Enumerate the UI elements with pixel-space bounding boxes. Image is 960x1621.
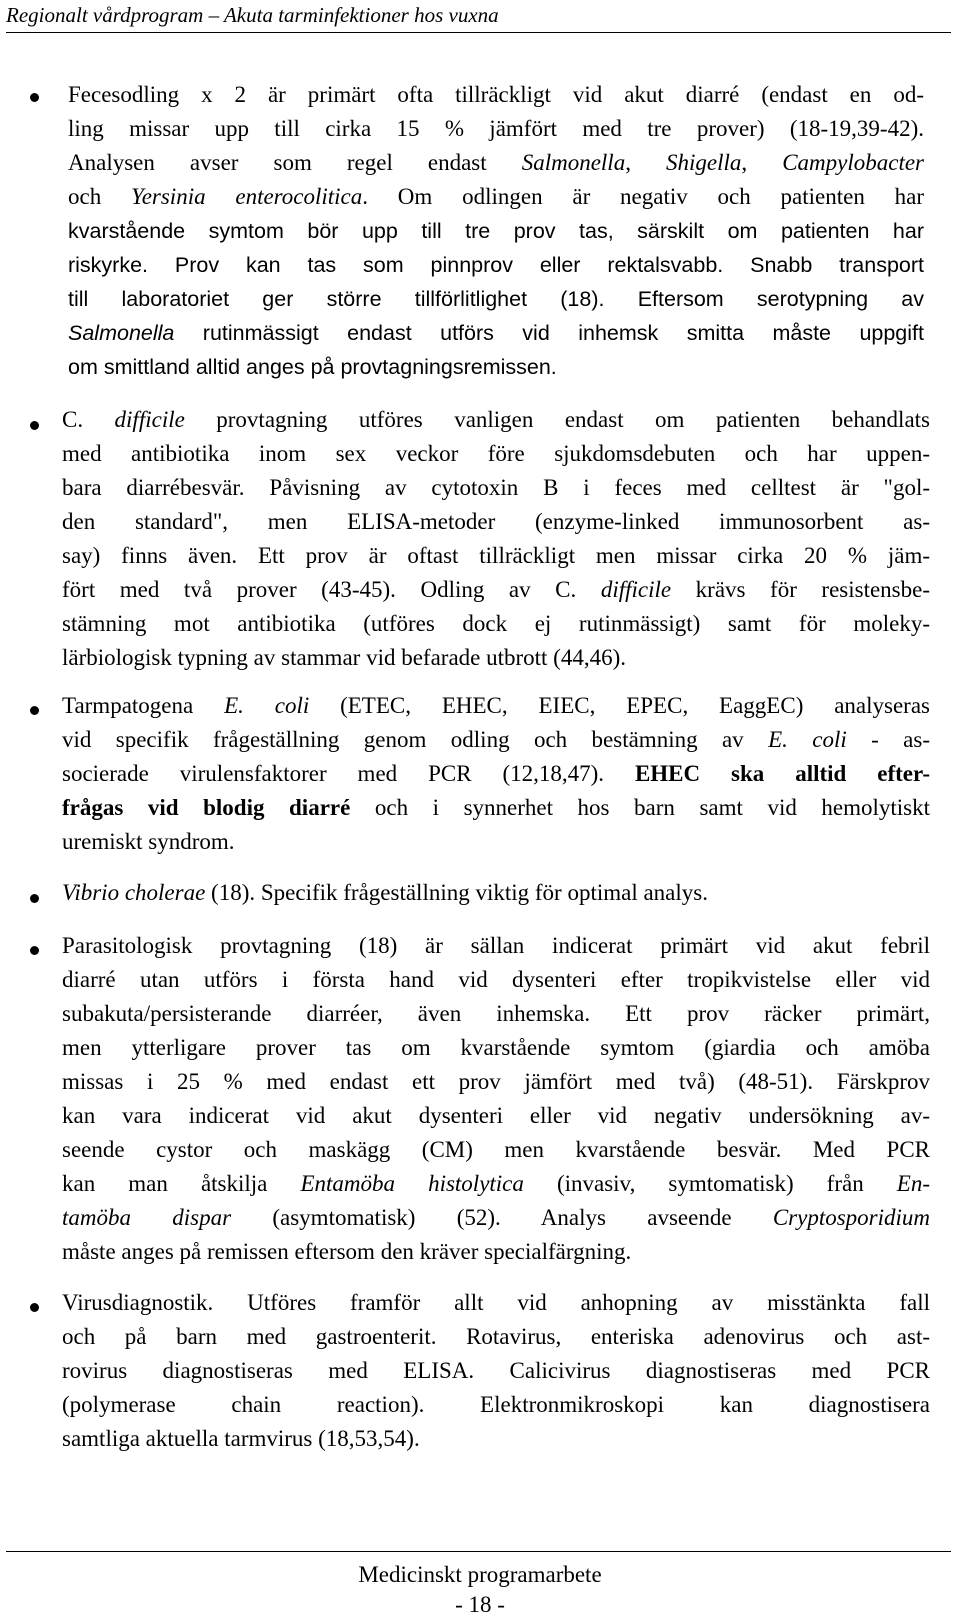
bullet-dot-icon [30,1303,39,1312]
text-line: om smittland alltid anges på provtagningsremissen. [68,355,557,379]
bullet-text-parasit [62,929,930,1269]
text-line: stämning mot antibiotika (utföres dock ej rutinmässigt) samt för moleky- [62,611,930,636]
text-line: till laboratoriet ger större tillförlitlighet (18). Eftersom serotypning av [68,287,924,311]
bullet-dot-icon [30,706,39,715]
page-number: - 18 - [455,1592,505,1617]
text-line: riskyrke. Prov kan tas som pinnprov eller rektalsvabb. Snabb transport [68,253,924,277]
text-line: med antibiotika inom sex veckor före sjukdomsdebuten och har uppen- [62,441,930,466]
text-line: seende cystor och maskägg (CM) men kvarstående besvär. Med PCR [62,1137,930,1162]
bullet-text-cdifficile [62,403,930,675]
bullet-dot-icon [30,93,39,102]
text-line: C. difficile provtagning utföres vanligen endast om patienten behandlats [62,407,930,432]
bullet-text-vibrio [62,876,930,910]
text-line: subakuta/persisterande diarréer, även inhemska. Ett prov räcker primärt, [62,1001,930,1026]
text-line: Tarmpatogena E. coli (ETEC, EHEC, EIEC, EPEC, EaggEC) analyseras [62,693,930,718]
text-line: samtliga aktuella tarmvirus (18,53,54). [62,1426,420,1451]
text-line: diarré utan utförs i första hand vid dysenteri efter tropikvistelse eller vid [62,967,930,992]
footer-rule [6,1551,951,1552]
bullet-dot-icon [30,894,39,903]
text-line [68,146,924,180]
running-header: Regionalt vårdprogram – Akuta tarminfektioner hos vuxna [6,3,499,27]
text-line: frågas vid blodig diarré och i synnerhet hos barn samt vid hemolytiskt [62,795,930,820]
text-line: Parasitologisk provtagning (18) är sällan indicerat primärt vid akut febril [62,933,930,958]
bullet-text-virus [62,1286,930,1456]
text-line: kvarstående symtom bör upp till tre prov tas, särskilt om patienten har [68,219,924,243]
text-line: socierade virulensfaktorer med PCR (12,18,47). EHEC ska alltid efter- [62,761,931,786]
bullet-text-ecoli [62,689,930,859]
text-line: rovirus diagnostiseras med ELISA. Calicivirus diagnostiseras med PCR [62,1358,930,1383]
bullet-dot-icon [30,421,39,430]
text-line: och Yersinia enterocolitica. Om odlingen är negativ och patienten har [68,184,924,209]
text-line: bara diarrébesvär. Påvisning av cytotoxin B i feces med celltest är "gol- [62,475,930,500]
text-line: tamöba dispar (asymtomatisk) (52). Analys avseende Cryptosporidium [62,1205,930,1230]
text-line: fört med två prover (43-45). Odling av C. difficile krävs för resistensbe- [62,577,930,602]
text-line: måste anges på remissen eftersom den kräver specialfärgning. [62,1239,632,1264]
bullet-text-fecesodling [68,78,924,384]
text-line: vid specifik frågeställning genom odling och bestämning av E. coli - as- [62,727,930,752]
text-line: uremiskt syndrom. [62,829,235,854]
text-line: ling missar upp till cirka 15 % jämfört med tre prover) (18-19,39-42). [68,116,924,141]
bullet-dot-icon [30,946,39,955]
text-seg: Analysen avser som regel endast Salmonella, Shigella, Campylobacter [68,150,924,175]
text-line: men ytterligare prover tas om kvarstående symtom (giardia och amöba [62,1035,930,1060]
footer-title: Medicinskt programarbete [358,1562,602,1587]
text-line: Fecesodling x 2 är primärt ofta tillräckligt vid akut diarré (endast en od- [68,82,924,107]
header-rule [6,32,951,33]
text-line: kan vara indicerat vid akut dysenteri eller vid negativ undersökning av- [62,1103,930,1128]
text-line: Salmonella rutinmässigt endast utförs vid inhemsk smitta måste uppgift [68,321,924,345]
text-line: (polymerase chain reaction). Elektronmikroskopi kan diagnostisera [62,1392,930,1417]
text-line: Vibrio cholerae (18). Specifik frågeställning viktig för optimal analys. [62,880,708,905]
text-line: och på barn med gastroenterit. Rotavirus, enteriska adenovirus och ast- [62,1324,930,1349]
text-line: say) finns även. Ett prov är oftast tillräckligt men missar cirka 20 % jäm- [62,543,930,568]
text-line: missas i 25 % med endast ett prov jämfört med två) (48-51). Färskprov [62,1069,930,1094]
text-line: kan man åtskilja Entamöba histolytica (invasiv, symtomatisk) från En- [62,1171,930,1196]
text-line: den standard", men ELISA-metoder (enzyme-linked immunosorbent as- [62,509,930,534]
text-line: Virusdiagnostik. Utföres framför allt vid anhopning av misstänkta fall [62,1290,930,1315]
text-line: lärbiologisk typning av stammar vid befarade utbrott (44,46). [62,645,627,670]
